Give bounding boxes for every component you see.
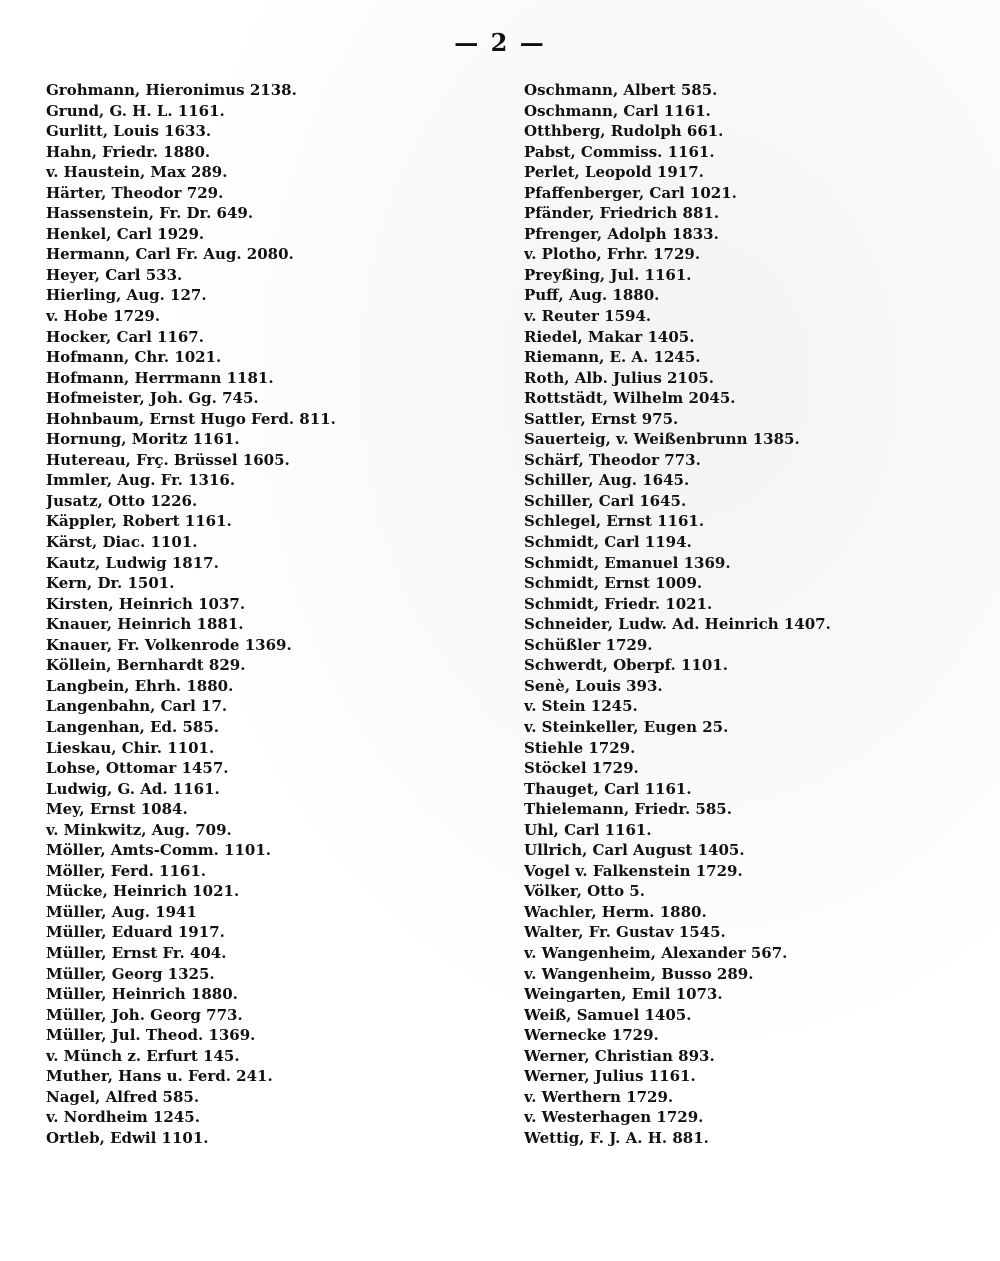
list-item: Lieskau, Chir. 1101. xyxy=(46,738,215,757)
list-item: Müller, Georg 1325. xyxy=(46,964,215,983)
list-item: Perlet, Leopold 1917. xyxy=(524,163,704,182)
list-item: Roth, Alb. Julius 2105. xyxy=(524,368,714,387)
list-item: Jusatz, Otto 1226. xyxy=(46,491,198,510)
list-item: Stiehle 1729. xyxy=(524,738,636,757)
list-item: Uhl, Carl 1161. xyxy=(524,820,652,839)
list-item: Ludwig, G. Ad. 1161. xyxy=(46,779,220,798)
list-item: v. Westerhagen 1729. xyxy=(524,1108,704,1127)
list-item: Thielemann, Friedr. 585. xyxy=(524,800,732,819)
list-item: Wachler, Herm. 1880. xyxy=(524,902,707,921)
list-item: Härter, Theodor 729. xyxy=(46,183,224,202)
list-item: v. Steinkeller, Eugen 25. xyxy=(524,717,729,736)
list-item: Rottstädt, Wilhelm 2045. xyxy=(524,389,736,408)
list-item: Müller, Joh. Georg 773. xyxy=(46,1005,243,1024)
list-item: Hornung, Moritz 1161. xyxy=(46,430,240,449)
list-item: Oschmann, Albert 585. xyxy=(524,81,718,99)
list-item: v. Plotho, Frhr. 1729. xyxy=(524,245,701,264)
list-item: Schmidt, Ernst 1009. xyxy=(524,574,703,593)
list-item: Stöckel 1729. xyxy=(524,759,639,778)
list-item: Pabst, Commiss. 1161. xyxy=(524,142,715,161)
left-column-list xyxy=(46,80,486,1148)
list-item: v. Wangenheim, Busso 289. xyxy=(524,964,754,983)
list-item: Lohse, Ottomar 1457. xyxy=(46,759,229,778)
list-item: Henkel, Carl 1929. xyxy=(46,224,205,243)
list-item: Hermann, Carl Fr. Aug. 2080. xyxy=(46,245,294,264)
list-item: Puff, Aug. 1880. xyxy=(524,286,660,305)
list-item: Weiß, Samuel 1405. xyxy=(524,1005,692,1024)
list-item: Riemann, E. A. 1245. xyxy=(524,348,701,367)
list-item: Weingarten, Emil 1073. xyxy=(524,985,723,1004)
list-item: Knauer, Heinrich 1881. xyxy=(46,615,244,634)
list-item: Schneider, Ludw. Ad. Heinrich 1407. xyxy=(524,615,831,634)
list-item: Pfänder, Friedrich 881. xyxy=(524,204,720,223)
list-item: Wettig, F. J. A. H. 881. xyxy=(524,1128,709,1147)
list-item: Hutereau, Frç. Brüssel 1605. xyxy=(46,450,290,469)
list-item: Hofmeister, Joh. Gg. 745. xyxy=(46,389,259,408)
list-item: Otthberg, Rudolph 661. xyxy=(524,122,724,141)
list-item: Müller, Heinrich 1880. xyxy=(46,985,238,1004)
list-item: Schmidt, Friedr. 1021. xyxy=(524,594,713,613)
list-item: Mücke, Heinrich 1021. xyxy=(46,882,240,901)
list-item: Langenhan, Ed. 585. xyxy=(46,717,219,736)
list-item: Müller, Aug. 1941 xyxy=(46,902,197,921)
list-item: Immler, Aug. Fr. 1316. xyxy=(46,471,236,490)
list-item: Hocker, Carl 1167. xyxy=(46,327,204,346)
list-item: Völker, Otto 5. xyxy=(524,882,645,901)
list-item: Preyßing, Jul. 1161. xyxy=(524,265,692,284)
list-item: Hierling, Aug. 127. xyxy=(46,286,207,305)
list-item: v. Wangenheim, Alexander 567. xyxy=(524,943,788,962)
list-item: v. Minkwitz, Aug. 709. xyxy=(46,820,232,839)
list-item: Riedel, Makar 1405. xyxy=(524,327,695,346)
list-item: v. Münch z. Erfurt 145. xyxy=(46,1046,240,1065)
list-item: Sauerteig, v. Weißenbrunn 1385. xyxy=(524,430,800,449)
list-item: Thauget, Carl 1161. xyxy=(524,779,692,798)
list-item: Kirsten, Heinrich 1037. xyxy=(46,594,246,613)
list-item: Müller, Eduard 1917. xyxy=(46,923,225,942)
list-item: Walter, Fr. Gustav 1545. xyxy=(524,923,726,942)
list-item: Köllein, Bernhardt 829. xyxy=(46,656,246,675)
page-number: — 2 — xyxy=(454,28,546,57)
list-item: Senè, Louis 393. xyxy=(524,676,663,695)
list-item: Langbein, Ehrh. 1880. xyxy=(46,676,234,695)
list-item: Wernecke 1729. xyxy=(524,1026,659,1045)
list-item: Langenbahn, Carl 17. xyxy=(46,697,228,716)
list-item: Pfrenger, Adolph 1833. xyxy=(524,224,719,243)
list-item: Muther, Hans u. Ferd. 241. xyxy=(46,1067,273,1086)
list-item: v. Werthern 1729. xyxy=(524,1087,674,1106)
list-item: Sattler, Ernst 975. xyxy=(524,409,679,428)
right-column-list xyxy=(524,80,974,1148)
list-item: Vogel v. Falkenstein 1729. xyxy=(524,861,743,880)
list-item: Möller, Amts-Comm. 1101. xyxy=(46,841,272,860)
list-item: Schwerdt, Oberpf. 1101. xyxy=(524,656,728,675)
list-item: v. Reuter 1594. xyxy=(524,307,652,326)
list-item: Werner, Julius 1161. xyxy=(524,1067,696,1086)
list-item: Schiller, Aug. 1645. xyxy=(524,471,690,490)
list-item: Müller, Ernst Fr. 404. xyxy=(46,943,227,962)
list-item: Gurlitt, Louis 1633. xyxy=(46,122,212,141)
list-item: v. Haustein, Max 289. xyxy=(46,163,228,182)
list-item: Hohnbaum, Ernst Hugo Ferd. 811. xyxy=(46,409,336,428)
list-item: Schüßler 1729. xyxy=(524,635,653,654)
list-item: Schiller, Carl 1645. xyxy=(524,491,687,510)
list-item: Kautz, Ludwig 1817. xyxy=(46,553,219,572)
list-item: Kern, Dr. 1501. xyxy=(46,574,175,593)
list-item: v. Stein 1245. xyxy=(524,697,638,716)
list-item: Werner, Christian 893. xyxy=(524,1046,715,1065)
list-item: Nagel, Alfred 585. xyxy=(46,1087,200,1106)
list-item: Mey, Ernst 1084. xyxy=(46,800,188,819)
list-item: Schlegel, Ernst 1161. xyxy=(524,512,705,531)
list-item: Heyer, Carl 533. xyxy=(46,265,183,284)
list-item: Kärst, Diac. 1101. xyxy=(46,533,198,552)
list-item: Schärf, Theodor 773. xyxy=(524,450,701,469)
list-item: Hofmann, Herrmann 1181. xyxy=(46,368,274,387)
list-item: Knauer, Fr. Volkenrode 1369. xyxy=(46,635,292,654)
list-item: Grund, G. H. L. 1161. xyxy=(46,101,225,120)
list-item: Hahn, Friedr. 1880. xyxy=(46,142,211,161)
list-item: Ullrich, Carl August 1405. xyxy=(524,841,745,860)
list-item: Ortleb, Edwil 1101. xyxy=(46,1128,209,1147)
list-item: Müller, Jul. Theod. 1369. xyxy=(46,1026,256,1045)
list-item: Pfaffenberger, Carl 1021. xyxy=(524,183,737,202)
list-item: v. Nordheim 1245. xyxy=(46,1108,200,1127)
list-item: Hassenstein, Fr. Dr. 649. xyxy=(46,204,254,223)
list-item: Schmidt, Carl 1194. xyxy=(524,533,692,552)
list-item: Hofmann, Chr. 1021. xyxy=(46,348,222,367)
list-item: Grohmann, Hieronimus 2138. xyxy=(46,81,297,99)
list-item: v. Hobe 1729. xyxy=(46,307,161,326)
list-item: Schmidt, Emanuel 1369. xyxy=(524,553,731,572)
list-item: Käppler, Robert 1161. xyxy=(46,512,232,531)
list-item: Möller, Ferd. 1161. xyxy=(46,861,206,880)
list-item: Oschmann, Carl 1161. xyxy=(524,101,711,120)
